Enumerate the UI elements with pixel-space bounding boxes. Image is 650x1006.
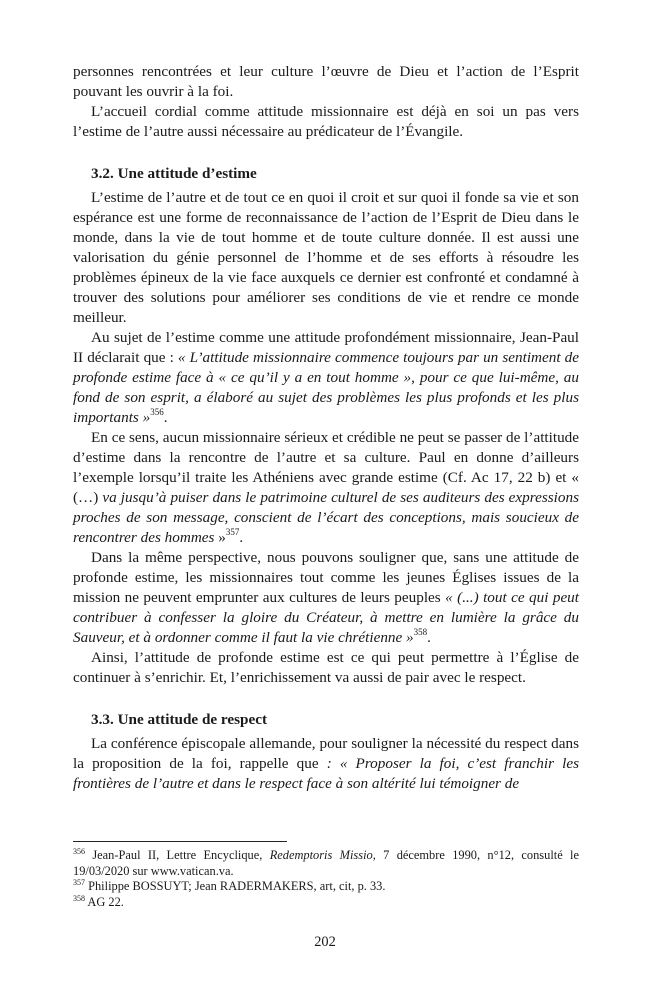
text-run: »	[214, 529, 226, 546]
paragraph: L’accueil cordial comme attitude missionnaire est déjà en soi un pas vers l’estime de l’autre aussi nécessaire au prédicateur de l’Évangile.	[73, 103, 579, 140]
section-heading: 3.2. Une attitude d’estime	[91, 165, 257, 182]
footnote-text: Jean-Paul II, Lettre Encyclique	[85, 848, 260, 862]
footnote-text: ,	[259, 848, 270, 862]
footnote	[73, 879, 579, 895]
quotation: « L’attitude missionnaire commence toujours par un sentiment de profonde estime face à « ce qu’il y a en tout homme », pour ce que lui-même, au fond de son esprit, a élaboré au sujet des problèmes les plus profonds et les plus importants »	[73, 349, 579, 426]
page-number: 202	[314, 934, 336, 950]
section-heading: 3.3. Une attitude de respect	[91, 711, 268, 728]
text-run: .	[163, 409, 168, 426]
text-run: Au sujet de l’estime comme une attitude profondément missionnaire, Jean-Paul II déclarait que :	[73, 329, 579, 366]
footnote-ref: 357	[225, 526, 240, 537]
quotation: « (...) tout ce qui peut contribuer à confesser la gloire du Créateur, à mettre en lumière la grâce du Sauveur, et à ordonner comme il faut la vie chrétienne »	[73, 589, 579, 646]
text-run: En ce sens, aucun missionnaire sérieux et crédible ne peut se passer de l’attitude d’estime dans la rencontre de l’autre et sa culture. Paul en donne d’ailleurs l’exemple lorsqu’il traite les Athéniens avec grande estime (Cf. Ac 17, 22 b) et « (…)	[73, 429, 579, 506]
footnote-ref: 358	[413, 626, 428, 637]
main-text	[73, 62, 579, 794]
paragraph: Ainsi, l’attitude de profonde estime est ce qui peut permettre à l’Église de continuer à s’enrichir. Et, l’enrichissement va aussi de pair avec le respect.	[73, 649, 579, 686]
footnote-number: 356	[73, 846, 85, 856]
footnote-title: Redemptoris Missio	[269, 848, 373, 862]
footnote-separator	[73, 841, 287, 842]
footnote-number: 358	[73, 893, 85, 903]
footnote	[73, 895, 579, 911]
paragraph	[73, 328, 579, 428]
paragraph	[73, 734, 579, 794]
footnote-text: AG 22.	[85, 894, 124, 909]
footnote-number: 357	[73, 877, 85, 887]
quotation: va jusqu’à puiser dans le patrimoine culturel de ses auditeurs des expressions proches de son message, conscient de l’écart des conceptions, mais soucieux de rencontrer des hommes	[73, 489, 579, 546]
text-run: .	[239, 529, 244, 546]
footnote-ref: 356	[150, 406, 164, 417]
text-run: La conférence épiscopale allemande, pour souligner la nécessité du respect dans la proposition de la foi, rappelle que	[73, 735, 579, 772]
footnote	[73, 848, 579, 879]
quotation: : « Proposer la foi, c’est franchir les frontières de l’autre et dans le respect face à son altérité lui témoigner de	[73, 755, 579, 792]
footnotes	[73, 848, 579, 910]
page-body	[73, 62, 579, 794]
text-run: Dans la même perspective, nous pouvons souligner que, sans une attitude de profonde estime, les missionnaires tout comme les jeunes Églises issues de la mission ne peuvent emprunter aux cultures de leurs peuples	[73, 549, 579, 606]
paragraph	[73, 548, 579, 648]
footnote-text: Philippe BOSSUYT; Jean RADERMAKERS, art, cit, p. 33.	[85, 879, 386, 893]
footnote-text: , 7 décembre 1990, n°12, consulté le 19/03/2020 sur www.vatican.va.	[73, 848, 579, 878]
paragraph: personnes rencontrées et leur culture l’œuvre de Dieu et l’action de l’Esprit pouvant les ouvrir à la foi.	[73, 63, 579, 100]
paragraph: L’estime de l’autre et de tout ce en quoi il croit et sur quoi il fonde sa vie et son espérance est une forme de reconnaissance de l’action de l’Esprit de Dieu dans le monde, dans la vie de tout homme et de toute culture donnée. Il est aussi une valorisation du génie personnel de l’homme et de ses efforts à résoudre les problèmes épineux de la vie face auxquels ce dernier est confronté et condamné à trouver des solutions pour améliorer ses conditions de vie et rendre ce monde meilleur.	[73, 189, 579, 326]
paragraph	[73, 428, 579, 548]
text-run: .	[427, 629, 431, 646]
